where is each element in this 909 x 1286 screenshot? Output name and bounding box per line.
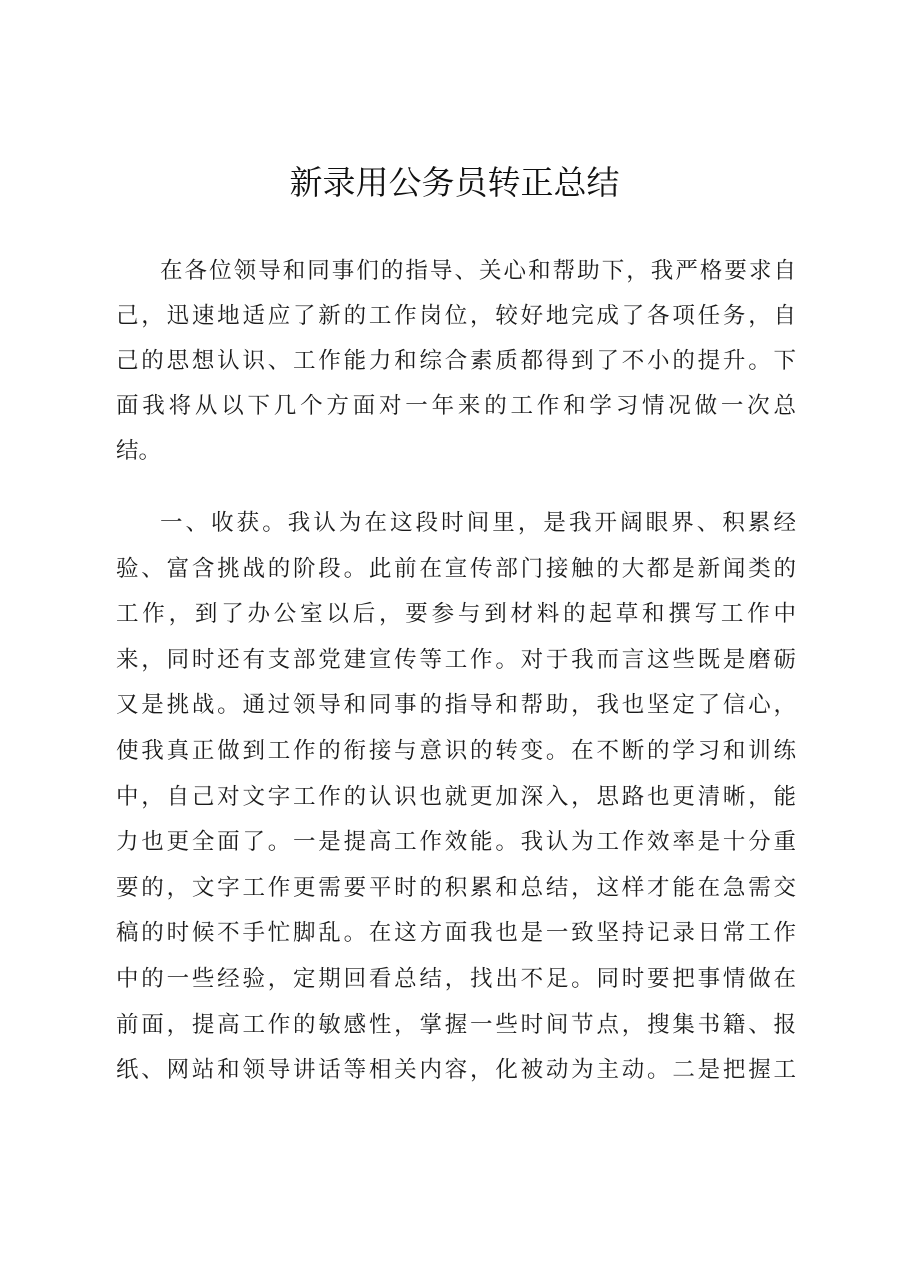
paragraph-line: 使我真正做到工作的衔接与意识的转变。在不断的学习和训练 [116, 737, 796, 764]
paragraph-line: 工作，到了办公室以后，要参与到材料的起草和撰写工作中 [116, 601, 796, 628]
paragraph-line: 中，自己对文字工作的认识也就更加深入，思路也更清晰，能 [116, 783, 796, 810]
paragraph-line: 又是挑战。通过领导和同事的指导和帮助，我也坚定了信心， [116, 692, 796, 719]
paragraph-line: 己，迅速地适应了新的工作岗位，较好地完成了各项任务，自 [116, 303, 796, 329]
paragraph-line: 中的一些经验，定期回看总结，找出不足。同时要把事情做在 [116, 965, 796, 992]
paragraph-line: 结。 [116, 438, 162, 464]
paragraph-line: 稿的时候不手忙脚乱。在这方面我也是一致坚持记录日常工作 [116, 920, 796, 947]
paragraph-line: 验、富含挑战的阶段。此前在宣传部门接触的大都是新闻类的 [116, 555, 796, 582]
paragraph-line: 纸、网站和领导讲话等相关内容，化被动为主动。二是把握工 [116, 1057, 796, 1084]
paragraph-line: 在各位领导和同事们的指导、关心和帮助下，我严格要求自 [160, 258, 796, 284]
paragraph-line: 前面，提高工作的敏感性，掌握一些时间节点，搜集书籍、报 [116, 1011, 796, 1038]
paragraph-line: 一、收获。我认为在这段时间里，是我开阔眼界、积累经 [160, 510, 796, 536]
document-title: 新录用公务员转正总结 [289, 163, 620, 202]
paragraph-line: 要的，文字工作更需要平时的积累和总结，这样才能在急需交 [116, 874, 796, 901]
paragraph-line: 己的思想认识、工作能力和综合素质都得到了不小的提升。下 [116, 348, 796, 374]
paragraph-harvest [116, 501, 796, 1094]
paragraph-line: 面我将从以下几个方面对一年来的工作和学习情况做一次总 [116, 393, 796, 419]
paragraph-intro [116, 249, 796, 474]
paragraph-line: 来，同时还有支部党建宣传等工作。对于我而言这些既是磨砺 [116, 646, 796, 673]
paragraph-line: 力也更全面了。一是提高工作效能。我认为工作效率是十分重 [116, 829, 796, 856]
